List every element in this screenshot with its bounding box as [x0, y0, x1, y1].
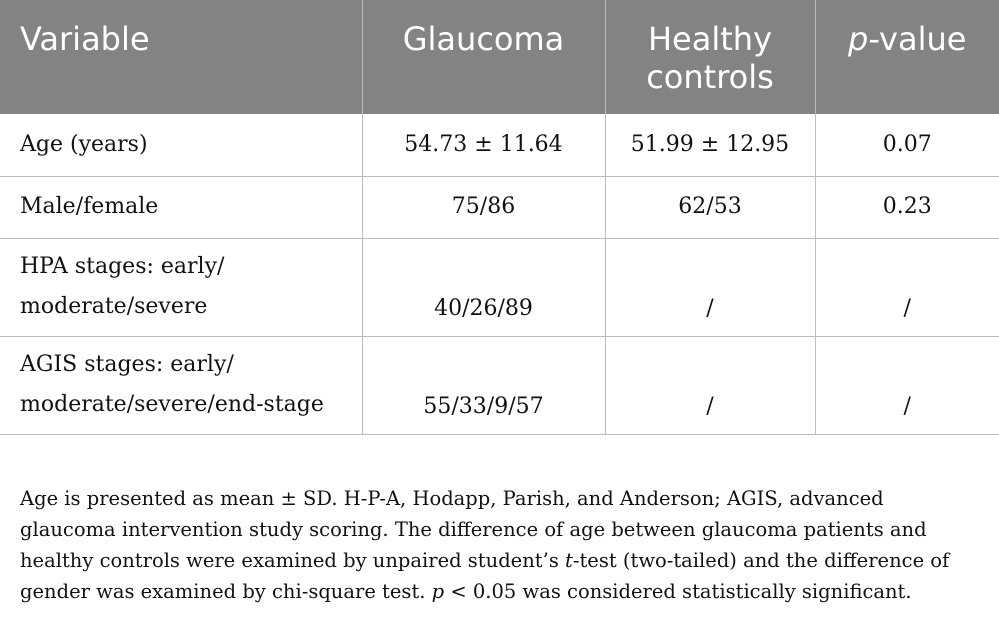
- header-variable: Variable: [0, 0, 362, 114]
- cell-glaucoma: 54.73 ± 11.64: [362, 114, 605, 176]
- header-p-value: [815, 0, 999, 114]
- cell-variable: [0, 336, 362, 434]
- cell-healthy: /: [605, 238, 815, 336]
- cell-p-value: /: [815, 336, 999, 434]
- cell-variable: Age (years): [0, 114, 362, 176]
- cell-glaucoma: 75/86: [362, 176, 605, 238]
- table-footnote: [20, 483, 985, 607]
- cell-healthy: /: [605, 336, 815, 434]
- table-row: [0, 176, 999, 238]
- cell-p-value: 0.23: [815, 176, 999, 238]
- cell-variable-line2: moderate/severe: [20, 294, 208, 319]
- header-healthy-line2: controls: [646, 58, 774, 96]
- table-row: [0, 238, 999, 336]
- cell-variable-line2: moderate/severe/end-stage: [20, 392, 324, 417]
- footnote-part1: Age is presented as mean ± SD. H-P-A, Hodapp, Parish, and Anderson; AGIS, advanced glaucoma intervention study scoring. The difference of age between glaucoma patients and healthy controls were examined by unpaired student’s: [20, 486, 927, 572]
- table-row: [0, 336, 999, 434]
- table-header-row: [0, 0, 999, 114]
- header-healthy-line1: Healthy: [647, 20, 772, 58]
- cell-p-value: /: [815, 238, 999, 336]
- cell-healthy: 62/53: [605, 176, 815, 238]
- table-row: [0, 114, 999, 176]
- footnote-p-italic: p: [431, 579, 445, 603]
- header-p-italic: p: [848, 20, 869, 58]
- footnote-part3: < 0.05 was considered statistically significant.: [444, 579, 912, 603]
- cell-variable: [0, 238, 362, 336]
- footnote-part2: -test (two-tailed) and the difference of gender was examined by chi-square test.: [20, 548, 950, 603]
- cell-glaucoma: 55/33/9/57: [362, 336, 605, 434]
- cell-variable: Male/female: [0, 176, 362, 238]
- header-p-rest: -value: [868, 20, 967, 58]
- header-glaucoma: Glaucoma: [362, 0, 605, 114]
- cell-healthy: 51.99 ± 12.95: [605, 114, 815, 176]
- footnote-t-italic: t: [565, 548, 573, 572]
- header-healthy-controls: [605, 0, 815, 114]
- cell-variable-line1: AGIS stages: early/: [20, 352, 234, 377]
- cell-glaucoma: 40/26/89: [362, 238, 605, 336]
- cell-variable-line1: HPA stages: early/: [20, 254, 225, 279]
- cell-p-value: 0.07: [815, 114, 999, 176]
